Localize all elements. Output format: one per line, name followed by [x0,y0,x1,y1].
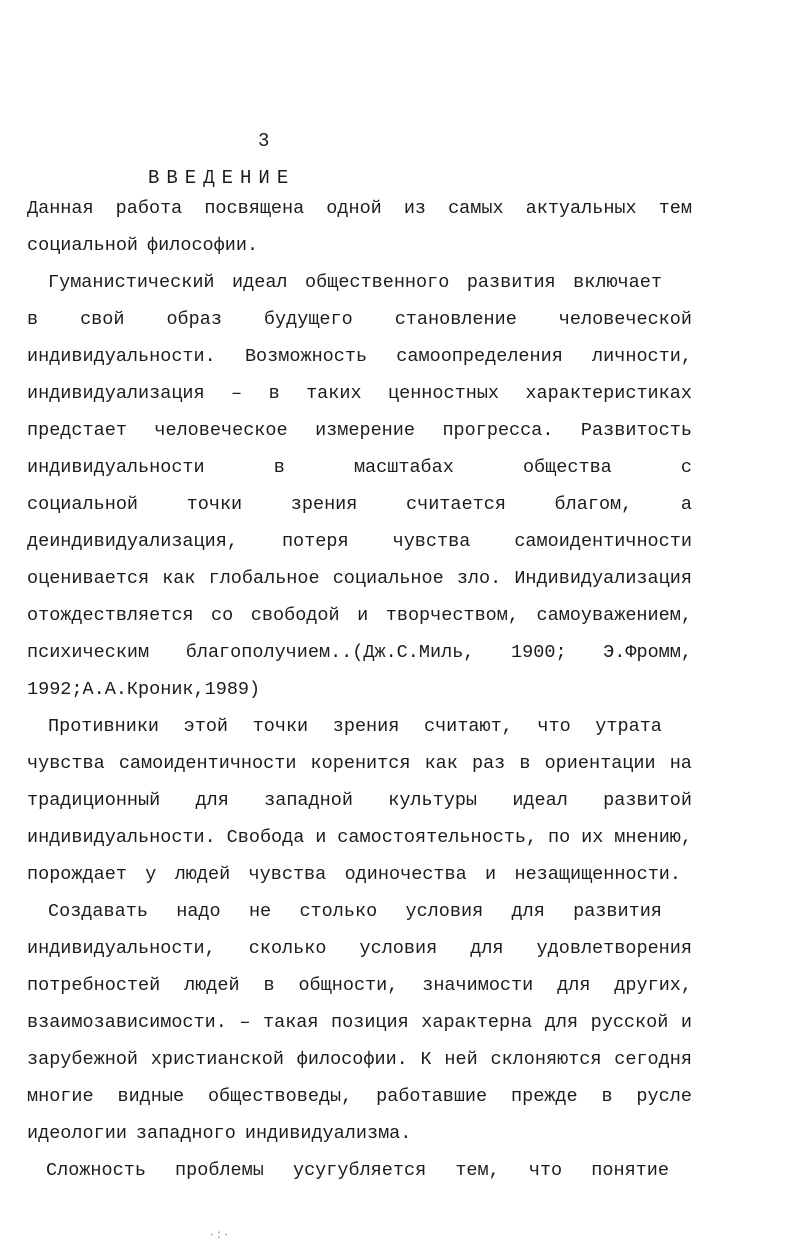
text-line [27,788,692,814]
section-heading: ВВЕДЕНИЕ [148,167,296,189]
word: будущего [263,309,353,330]
word: взаимозависимости. [27,1012,227,1033]
word: одной [326,198,382,219]
page-number: 3 [258,130,270,152]
word: масштабах [353,457,454,478]
word: тем [658,198,692,219]
word: развития [573,901,662,922]
word: русской [590,1012,669,1033]
word: самостоятельность, [337,827,538,848]
text-line [27,1047,692,1073]
word: понятие [591,1160,669,1181]
word: работавшие [376,1086,488,1107]
word: раз [471,753,506,774]
word: из [403,198,427,219]
word: индивидуализация [27,383,205,404]
word: Создавать [48,901,148,922]
word: как [424,753,458,774]
word: философии. [147,235,259,256]
word: в [519,753,531,774]
word: видные [117,1086,185,1107]
word: характерна [421,1012,533,1033]
word: развитой [603,790,692,811]
word: культуры [388,790,478,811]
word: людей [184,975,240,996]
word: самых [448,198,504,219]
word: общности, [298,975,399,996]
word: Свобода [226,827,305,848]
word: условия [359,938,438,959]
word: К [420,1049,432,1070]
word: индивидуализма. [244,1123,412,1144]
word: ценностных [388,383,500,404]
word: творчеством, [385,605,519,626]
word: 1900; [511,642,567,663]
word: ориентации [544,753,656,774]
text-line [27,1010,692,1036]
word: для [195,790,229,811]
word: зрения [290,494,358,515]
word: посвящена [204,198,305,219]
word: многие [27,1086,94,1107]
word: работа [115,198,183,219]
word: самоуважением, [536,605,692,626]
word: надо [176,901,221,922]
word: зрения [332,716,400,737]
word: социальной [27,235,139,256]
text-line [27,455,692,481]
word: чувства [248,864,327,885]
word: как [162,568,196,589]
text-line [27,936,692,962]
word: человеческое [154,420,288,441]
word: что [537,716,571,737]
word: идеал [232,272,288,293]
word: что [528,1160,563,1181]
word: идеал [512,790,568,811]
word: столько [299,901,378,922]
word: чувства [392,531,471,552]
word: самоидентичности [514,531,692,552]
text-line [27,1084,692,1110]
word: сколько [248,938,327,959]
word: на [669,753,692,774]
word: незащищенности. [514,864,681,885]
word: склоняются [490,1049,602,1070]
word: прогресса. [442,420,554,441]
word: благополучием..(Дж.С.Миль, [185,642,475,663]
text-line [27,751,692,777]
word: русле [636,1086,692,1107]
word: Возможность [244,346,368,367]
word: и [357,605,369,626]
text-line [27,825,692,851]
word: усугубляется [292,1160,427,1181]
word: в [268,383,280,404]
word: психическим [27,642,150,663]
word: социальной [27,494,139,515]
word: самоопределения [396,346,563,367]
word: ней [444,1049,478,1070]
word: для [544,1012,579,1033]
word: с [680,457,692,478]
text-line [27,862,692,888]
word: оценивается [27,568,150,589]
word: самоидентичности [118,753,297,774]
word: порождает [27,864,127,885]
text-line [27,196,692,222]
word: такая [262,1012,319,1033]
word: обществоведы, [207,1086,353,1107]
word: позиция [331,1012,409,1033]
word: Сложность [46,1160,146,1181]
word: свой [80,309,125,330]
word: индивидуальности. [27,827,216,848]
word: тем, [455,1160,500,1181]
word: для [511,901,545,922]
word: и [680,1012,692,1033]
word: общества [522,457,612,478]
word: в [273,457,285,478]
word: чувства [27,753,105,774]
word: образ [166,309,222,330]
word: со [211,605,234,626]
word: философии. [296,1049,408,1070]
word: в [263,975,275,996]
word: других, [614,975,692,996]
word: коренится [310,753,411,774]
word: западной [264,790,353,811]
word: этой [183,716,229,737]
text-line [48,270,662,296]
word: мнению, [614,827,692,848]
word: не [248,901,272,922]
word: христианской [150,1049,285,1070]
word: утрата [595,716,662,737]
word: характеристиках [525,383,692,404]
word: Индивидуализация [514,568,692,589]
word: общественного [305,272,450,293]
word: идеологии [27,1123,127,1144]
scan-speck: ·:· [208,1228,230,1242]
word: развития [466,272,556,293]
word: актуальных [525,198,637,219]
text-line [27,344,692,370]
word: деиндивидуализация, [27,531,238,552]
word: и [485,864,497,885]
word: значимости [422,975,534,996]
word: предстает [27,420,127,441]
word: западного [135,1123,236,1144]
word: Противники [48,716,160,737]
word: людей [174,864,231,885]
word: точки [186,494,243,515]
word: считается [406,494,506,515]
word: в [601,1086,613,1107]
word: одиночества [344,864,467,885]
word: Развитость [580,420,692,441]
word: становление [394,309,517,330]
word: включает [573,272,662,293]
word: а [680,494,692,515]
word: благом, [554,494,633,515]
word: в [27,309,39,330]
word: традиционный [27,790,161,811]
text-line [48,899,662,925]
text-line [27,603,692,629]
word: прежде [510,1086,578,1107]
word: таких [306,383,362,404]
word: зарубежной [27,1049,139,1070]
word: измерение [315,420,415,441]
text-line [27,233,692,259]
word: индивидуальности. [27,346,216,367]
word: – [239,1012,251,1033]
text-line [27,973,692,999]
word: – [231,383,243,404]
word: условия [405,901,484,922]
word: глобальное [208,568,320,589]
text-line [27,640,692,666]
text-line [27,418,692,444]
word: отождествляется [27,605,194,626]
word: индивидуальности, [27,938,216,959]
word: потребностей [27,975,161,996]
word: человеческой [558,309,692,330]
word: Гуманистический [48,272,215,293]
word: для [470,938,504,959]
word: считают, [423,716,513,737]
word: их [581,827,604,848]
word: удовлетворения [536,938,692,959]
word: социальное [332,568,444,589]
word: индивидуальности [27,457,205,478]
text-line [27,566,692,592]
text-line [27,307,692,333]
word: для [557,975,591,996]
word: проблемы [175,1160,264,1181]
word: Э.Фромм, [603,642,692,663]
word: свободой [250,605,340,626]
word: зло. [456,568,502,589]
text-line [46,1158,669,1184]
word: точки [252,716,309,737]
word: у [145,864,157,885]
text-line [27,1121,692,1147]
word: по [548,827,571,848]
text-line [27,492,692,518]
word: сегодня [614,1049,692,1070]
text-line [48,714,662,740]
word: 1992;А.А.Кроник,1989) [27,679,261,700]
word: потеря [281,531,349,552]
text-line [27,529,692,555]
text-line [27,381,692,407]
text-line [27,677,692,703]
word: личности, [592,346,692,367]
word: Данная [27,198,94,219]
word: и [315,827,327,848]
